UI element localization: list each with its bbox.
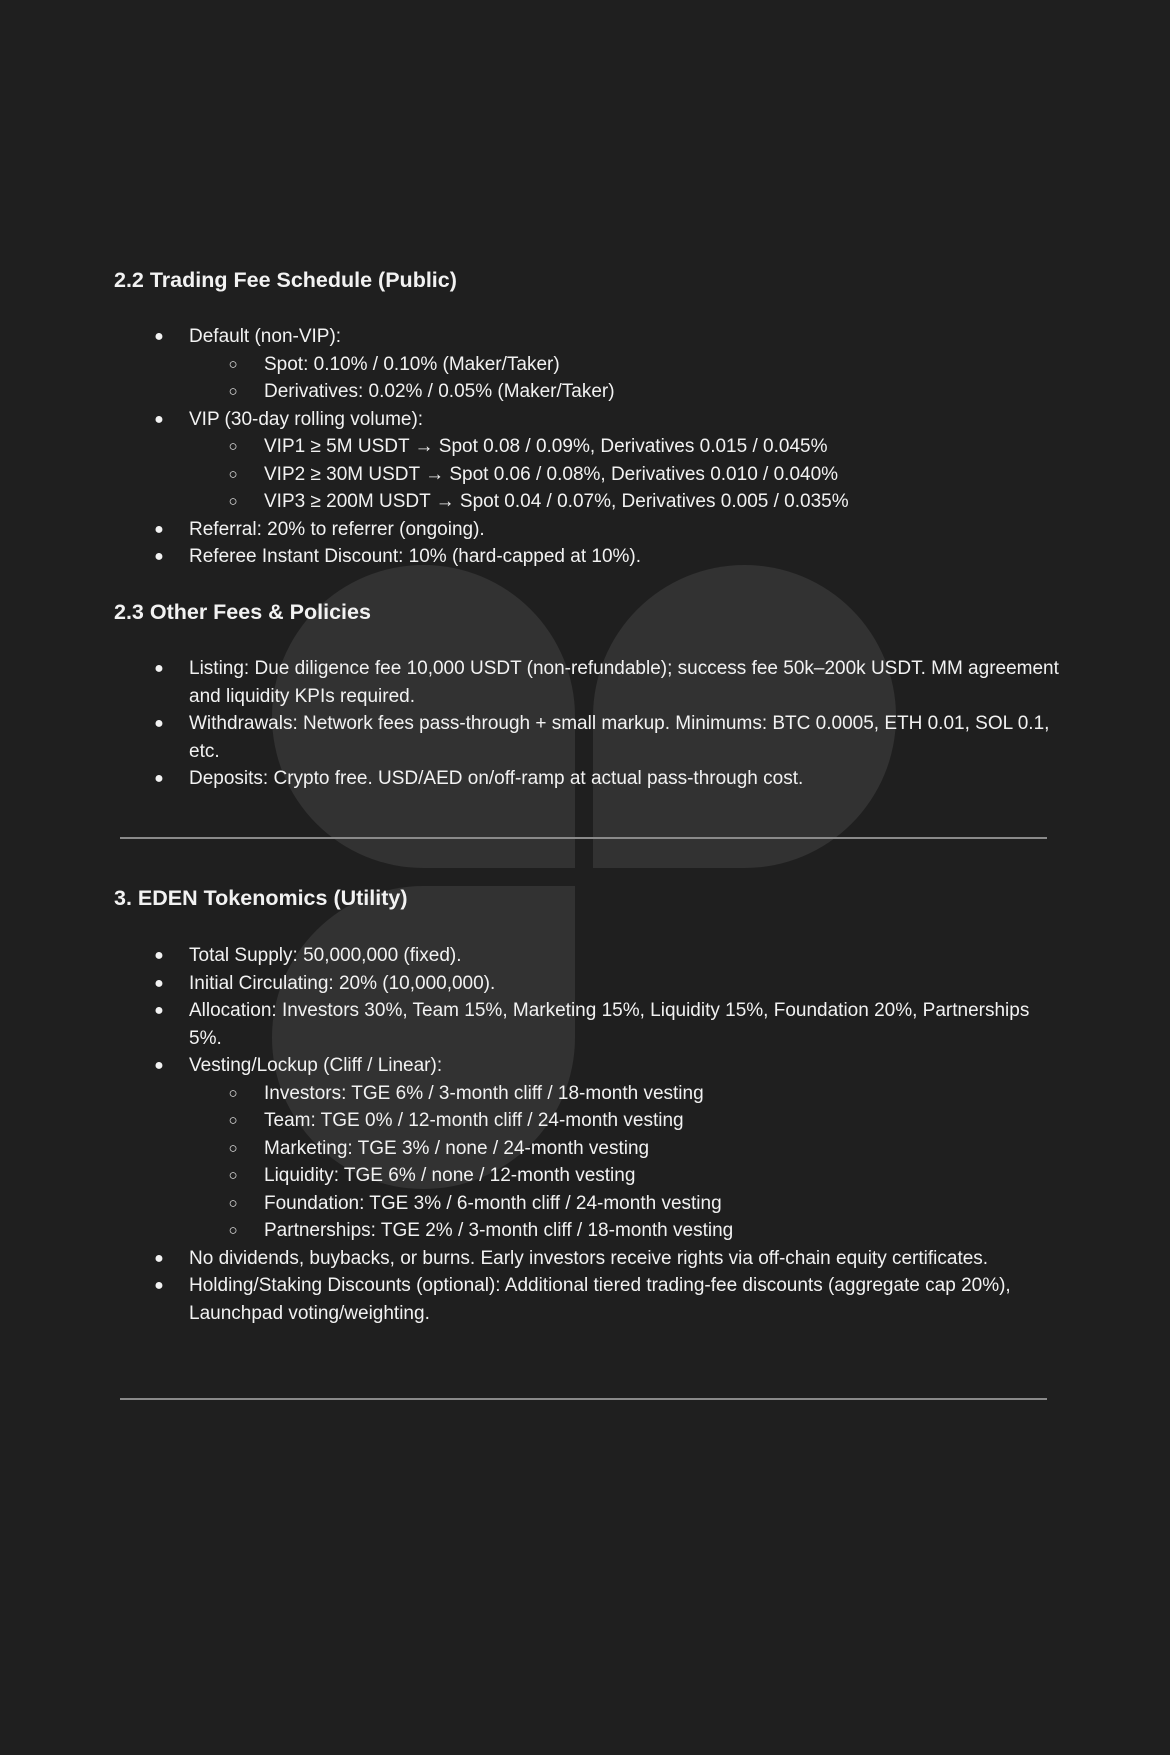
list-item: ○ Spot: 0.10% / 0.10% (Maker/Taker): [0, 351, 1170, 379]
list-item: ● Referee Instant Discount: 10% (hard-capped at 10%).: [0, 543, 1170, 571]
bullet-disc-icon: ●: [154, 1249, 164, 1267]
list-item: ○ VIP3 ≥ 200M USDT → Spot 0.04 / 0.07%, Derivatives 0.005 / 0.035%: [0, 488, 1170, 516]
section-divider: [120, 1398, 1047, 1400]
tokenomics-list: [0, 942, 1170, 1327]
list-item: ● Initial Circulating: 20% (10,000,000).: [0, 970, 1170, 998]
bullet-disc-icon: ●: [154, 1002, 164, 1019]
bullet-disc-icon: ●: [154, 548, 164, 565]
list-item: ○ Marketing: TGE 3% / none / 24-month vesting: [0, 1135, 1170, 1163]
bullet-circle-icon: ○: [228, 465, 238, 483]
other-fees-list: [0, 655, 1170, 793]
list-item: ● Listing: Due diligence fee 10,000 USDT (non-refundable); success fee 50k–200k USDT. MM agreement and liquidity KPIs required.: [0, 655, 1170, 710]
list-item: ● Deposits: Crypto free. USD/AED on/off-ramp at actual pass-through cost.: [0, 765, 1170, 793]
bullet-circle-icon: ○: [228, 1084, 238, 1102]
list-item: ○ Foundation: TGE 3% / 6-month cliff / 24-month vesting: [0, 1190, 1170, 1218]
list-item: ● Holding/Staking Discounts (optional): Additional tiered trading-fee discounts (aggregate cap 20%), Launchpad voting/weighting.: [0, 1272, 1170, 1327]
section-divider: [120, 837, 1047, 839]
list-item: ● Default (non-VIP):: [0, 323, 1170, 351]
bullet-disc-icon: ●: [154, 947, 164, 964]
bullet-disc-icon: ●: [154, 1057, 164, 1074]
list-item: ● Withdrawals: Network fees pass-through + small markup. Minimums: BTC 0.0005, ETH 0.01, SOL 0.1, etc.: [0, 710, 1170, 765]
list-item: ○ VIP1 ≥ 5M USDT → Spot 0.08 / 0.09%, Derivatives 0.015 / 0.045%: [0, 433, 1170, 461]
list-item: ○ Team: TGE 0% / 12-month cliff / 24-month vesting: [0, 1107, 1170, 1135]
bullet-circle-icon: ○: [228, 1139, 238, 1157]
bullet-circle-icon: ○: [228, 355, 238, 373]
list-item: ○ Liquidity: TGE 6% / none / 12-month vesting: [0, 1162, 1170, 1190]
list-item: ○ Investors: TGE 6% / 3-month cliff / 18-month vesting: [0, 1080, 1170, 1108]
list-item: ○ VIP2 ≥ 30M USDT → Spot 0.06 / 0.08%, Derivatives 0.010 / 0.040%: [0, 461, 1170, 489]
bullet-disc-icon: ●: [154, 660, 164, 677]
section-heading-trading-fee-schedule: 2.2 Trading Fee Schedule (Public): [114, 268, 457, 292]
bullet-disc-icon: ●: [154, 770, 164, 787]
list-item: ● Referral: 20% to referrer (ongoing).: [0, 516, 1170, 544]
bullet-circle-icon: ○: [228, 1112, 238, 1129]
bullet-circle-icon: ○: [228, 1167, 238, 1184]
bullet-circle-icon: ○: [228, 438, 238, 455]
list-item: ● Total Supply: 50,000,000 (fixed).: [0, 942, 1170, 970]
bullet-disc-icon: ●: [154, 520, 164, 538]
list-item: ○ Partnerships: TGE 2% / 3-month cliff / 18-month vesting: [0, 1217, 1170, 1245]
bullet-disc-icon: ●: [154, 715, 164, 732]
list-item: ○ Derivatives: 0.02% / 0.05% (Maker/Taker): [0, 378, 1170, 406]
bullet-disc-icon: ●: [154, 410, 164, 428]
bullet-circle-icon: ○: [228, 383, 238, 400]
list-item: ● Vesting/Lockup (Cliff / Linear):: [0, 1052, 1170, 1080]
trading-fee-list: [0, 323, 1170, 571]
bullet-disc-icon: ●: [154, 974, 164, 992]
bullet-disc-icon: ●: [154, 328, 164, 345]
bullet-disc-icon: ●: [154, 1277, 164, 1294]
section-heading-eden-tokenomics: 3. EDEN Tokenomics (Utility): [114, 886, 408, 910]
section-heading-other-fees: 2.3 Other Fees & Policies: [114, 600, 371, 624]
bullet-circle-icon: ○: [228, 493, 238, 510]
list-item: ● VIP (30-day rolling volume):: [0, 406, 1170, 434]
list-item: ● Allocation: Investors 30%, Team 15%, Marketing 15%, Liquidity 15%, Foundation 20%, Partnerships 5%.: [0, 997, 1170, 1052]
bullet-circle-icon: ○: [228, 1222, 238, 1239]
bullet-circle-icon: ○: [228, 1194, 238, 1212]
list-item: ● No dividends, buybacks, or burns. Early investors receive rights via off-chain equity certificates.: [0, 1245, 1170, 1273]
